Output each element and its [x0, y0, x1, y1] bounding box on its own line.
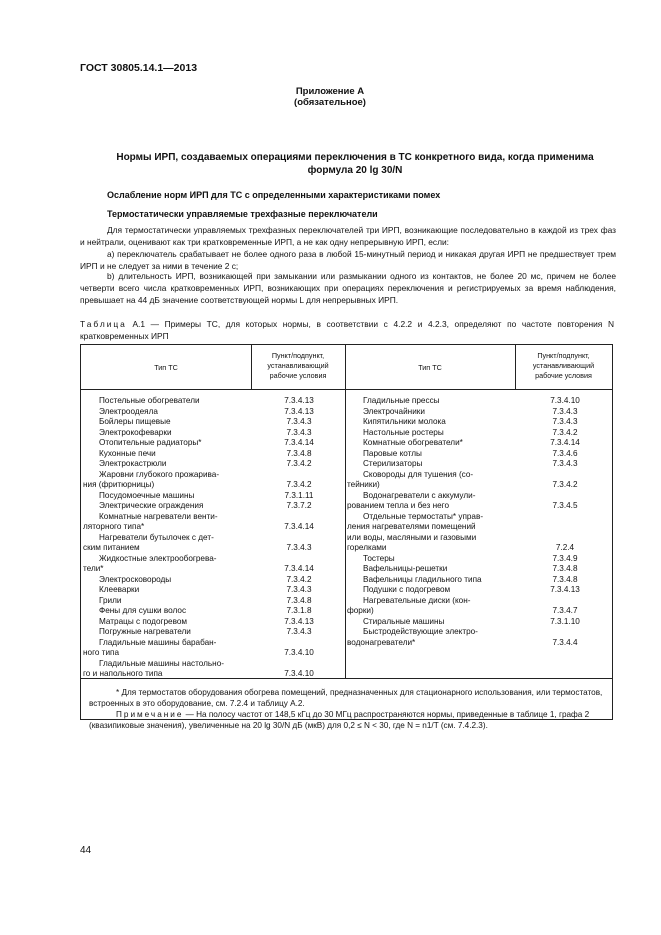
device-type: или воды, масляными и газовыми	[347, 532, 477, 542]
header-clause-left: Пункт/подпункт, устанавливающий рабочие условия	[267, 351, 329, 380]
device-type: Быстродействующие электро-	[363, 627, 478, 636]
table-row	[347, 522, 612, 533]
clause-reference: 7.3.4.2	[286, 480, 312, 489]
device-type: Настольные ростеры	[363, 427, 444, 437]
table-row	[83, 606, 345, 617]
device-type: ления нагревателями помещений	[347, 522, 476, 531]
table-row	[83, 627, 345, 638]
clause-reference: 7.3.4.14	[284, 522, 314, 531]
main-title-line-1: Нормы ИРП, создаваемых операциями переключения в ТС конкретного вида, когда применима	[116, 152, 594, 163]
device-type: Тостеры	[363, 553, 395, 563]
clause-reference: 7.3.4.3	[286, 543, 312, 552]
table-row	[83, 396, 345, 407]
clause-reference: 7.3.4.13	[284, 616, 314, 626]
device-type: Электрические ограждения	[99, 501, 204, 510]
paragraph-a: а) переключатель срабатывает не более одного раза в любой 15-минутный период и никакая другая ИРП не предшествует трем ИРП и не следует за ними в течение 2 с;	[80, 249, 616, 272]
clause-reference: 7.3.4.2	[552, 427, 578, 437]
table-row	[83, 491, 345, 502]
table-row	[347, 480, 612, 491]
device-type: Комнатные нагреватели венти-	[99, 511, 218, 521]
header-type-left: Тип ТС	[154, 363, 178, 372]
clause-reference: 7.3.4.6	[552, 448, 578, 458]
clause-reference: 7.3.4.8	[286, 448, 312, 458]
clause-reference: 7.3.4.7	[552, 606, 578, 615]
table-row	[83, 417, 345, 428]
table-row	[347, 533, 612, 544]
clause-reference: 7.3.4.2	[286, 574, 312, 584]
main-title	[75, 151, 635, 177]
table-row	[347, 428, 612, 439]
header-clause-right: Пункт/подпункт, устанавливающий рабочие условия	[532, 351, 595, 380]
table-row	[83, 543, 345, 554]
clause-reference: 7.3.4.3	[286, 627, 312, 636]
table-row	[83, 659, 345, 670]
section-heading-2: Термостатически управляемые трехфазные переключатели	[107, 209, 378, 219]
table-row	[347, 585, 612, 596]
table-row	[83, 638, 345, 649]
device-type: Сковороды для тушения (со-	[363, 469, 474, 479]
device-type: Электрокастрюли	[99, 459, 167, 468]
device-type: Вафельницы-решетки	[363, 564, 448, 573]
device-type: Нагревательные диски (кон-	[363, 595, 471, 605]
device-type: тейники)	[347, 480, 380, 489]
table-row	[83, 459, 345, 470]
device-type: го и напольного типа	[83, 669, 163, 678]
device-type: Фены для сушки волос	[99, 606, 187, 615]
table-row	[347, 459, 612, 470]
device-type: Постельные обогреватели	[99, 396, 200, 405]
document-code: ГОСТ 30805.14.1—2013	[80, 62, 198, 74]
clause-reference: 7.3.4.3	[286, 585, 312, 594]
table-note: Примечание — На полосу частот от 148,5 кГц до 30 МГц распространяются нормы, приведенные в таблице 1, графа 2 (квазипиковые значения), увеличенные на 20 lg 30/N дБ (мкВ) для 0,2 ≤ N < 30, где N = n1/T (см. 7.4.2.3).	[89, 710, 590, 730]
clause-reference: 7.3.1.10	[550, 616, 580, 626]
device-type: Подушки с подогревом	[363, 585, 451, 594]
device-type: ляторного типа*	[83, 522, 145, 531]
device-type: Электрочайники	[363, 406, 425, 416]
device-type: Паровые котлы	[363, 448, 422, 458]
device-type: Погружные нагреватели	[99, 627, 191, 636]
device-type: Кипятильники молока	[363, 417, 446, 426]
table-caption: Таблица А.1 — Примеры ТС, для которых нормы, в соответствии с 4.2.2 и 4.2.3, определяют по частоте повторения N кратковременных ИРП	[80, 319, 614, 342]
table-row	[347, 564, 612, 575]
device-type: Жаровни глубокого прожарива-	[99, 469, 220, 479]
clause-reference: 7.3.4.5	[552, 501, 578, 510]
table-row	[347, 627, 612, 638]
device-type: форки)	[347, 606, 374, 615]
table-row	[347, 491, 612, 502]
device-type: Нагреватели бутылочек с дет-	[99, 532, 214, 542]
table-row	[83, 449, 345, 460]
clause-reference: 7.3.4.3	[286, 427, 312, 437]
paragraph-b: b) длительность ИРП, возникающей при замыкании или размыкании одного из контактов, не более 20 мс, причем не более четверти всего числа кратковременных ИРП, возникающих при операциях переключения и регистрируемых за время наблюдения, превышает на 44 дБ значение соответствующей нормы L для непрерывных ИРП.	[80, 271, 616, 306]
table-row	[347, 575, 612, 586]
table-row	[83, 564, 345, 575]
clause-reference: 7.3.4.3	[552, 459, 578, 468]
table-row	[83, 438, 345, 449]
right-column	[347, 396, 612, 648]
clause-reference: 7.3.4.2	[552, 480, 578, 489]
page-number: 44	[80, 845, 92, 856]
table-row	[83, 522, 345, 533]
device-type: Кухонные печи	[99, 448, 156, 458]
device-type: рованием тепла и без него	[347, 501, 450, 510]
clause-reference: 7.3.4.10	[284, 669, 314, 678]
clause-reference: 7.3.4.9	[552, 553, 578, 563]
device-type: Грили	[99, 595, 122, 605]
device-type: ного типа	[83, 648, 120, 657]
table-row	[83, 585, 345, 596]
table-row	[83, 480, 345, 491]
table-row	[83, 596, 345, 607]
clause-reference: 7.3.4.8	[286, 595, 312, 605]
section-heading-1: Ослабление норм ИРП для ТС с определенными характеристиками помех	[107, 190, 441, 200]
device-type: Посудомоечные машины	[99, 490, 195, 500]
table-row	[347, 606, 612, 617]
table-row	[347, 543, 612, 554]
device-type: водонагреватели*	[347, 637, 416, 647]
clause-reference: 7.3.4.10	[284, 648, 314, 657]
device-type: Жидкостные электрообогрева-	[99, 553, 217, 563]
clause-reference: 7.3.1.11	[284, 490, 314, 500]
left-column	[83, 396, 345, 680]
table-row	[347, 596, 612, 607]
table-row	[347, 449, 612, 460]
device-type: Гладильные машины барабан-	[99, 637, 217, 647]
device-type: Гладильные прессы	[363, 396, 440, 405]
clause-reference: 7.3.4.13	[284, 396, 314, 405]
device-type: тели*	[83, 564, 104, 573]
device-type: Стерилизаторы	[363, 459, 423, 468]
table-row	[83, 669, 345, 680]
device-type: Отдельные термостаты* управ-	[363, 511, 484, 521]
device-type: Электроодеяла	[99, 406, 158, 416]
table-row	[83, 470, 345, 481]
device-type: ния (фритюрницы)	[83, 480, 155, 489]
clause-reference: 7.3.4.8	[552, 574, 578, 584]
clause-reference: 7.3.4.14	[550, 438, 580, 447]
table-row	[347, 417, 612, 428]
table-row	[347, 554, 612, 565]
device-type: Стиральные машины	[363, 616, 445, 626]
table-row	[83, 407, 345, 418]
device-type: Водонагреватели с аккумули-	[363, 490, 476, 500]
device-type: Комнатные обогреватели*	[363, 438, 463, 447]
device-type: горелками	[347, 543, 387, 552]
device-type: Отопительные радиаторы*	[99, 438, 202, 447]
device-type: ским питанием	[83, 543, 140, 552]
clause-reference: 7.3.4.14	[284, 438, 314, 447]
clause-reference: 7.3.4.3	[286, 417, 312, 426]
table-row	[83, 512, 345, 523]
table-row	[83, 533, 345, 544]
table-row	[347, 617, 612, 628]
clause-reference: 7.3.4.13	[284, 406, 314, 416]
annex-title: Приложение А	[295, 86, 365, 97]
device-type: Вафельницы гладильного типа	[363, 574, 482, 584]
paragraph-intro: Для термостатически управляемых трехфазных переключателей три ИРП, возникающие последовательно в каждой из трех фаз и нейтрали, оценивают как три кратковременные ИРП, а не как одну непрерывную ИРП, если:	[80, 225, 616, 248]
clause-reference: 7.3.4.14	[284, 564, 314, 573]
table-row	[347, 638, 612, 649]
table-row	[83, 501, 345, 512]
table-row	[83, 428, 345, 439]
table-row	[347, 470, 612, 481]
table-row	[347, 396, 612, 407]
device-type: Гладильные машины настольно-	[99, 658, 224, 668]
clause-reference: 7.3.4.13	[550, 585, 580, 594]
table-row	[347, 512, 612, 523]
table-row	[83, 554, 345, 565]
table-footnote: * Для термостатов оборудования обогрева помещений, предназначенных для стационарного использования, или термостатов, встроенных в это оборудование, см. 7.2.4 и таблицу А.2.	[89, 688, 603, 708]
device-type: Электросковороды	[99, 574, 172, 584]
table-row	[83, 648, 345, 659]
table-row	[83, 617, 345, 628]
clause-reference: 7.3.1.8	[286, 606, 312, 615]
clause-reference: 7.3.4.3	[552, 417, 578, 426]
examples-table	[80, 344, 613, 730]
clause-reference: 7.3.7.2	[286, 501, 312, 510]
main-title-line-2: формула 20 lg 30/N	[307, 165, 403, 176]
device-type: Электрокофеварки	[99, 427, 172, 437]
table-row	[347, 501, 612, 512]
header-type-right: Тип ТС	[418, 363, 442, 372]
device-type: Бойлеры пищевые	[99, 417, 171, 426]
clause-reference: 7.3.4.2	[286, 459, 312, 468]
clause-reference: 7.2.4	[555, 543, 575, 552]
annex-status: (обязательное)	[294, 97, 366, 108]
clause-reference: 7.3.4.4	[552, 637, 578, 647]
clause-reference: 7.3.4.8	[552, 564, 578, 573]
device-type: Клееварки	[99, 585, 140, 594]
table-row	[83, 575, 345, 586]
clause-reference: 7.3.4.3	[552, 406, 578, 416]
clause-reference: 7.3.4.10	[550, 396, 580, 405]
table-row	[347, 407, 612, 418]
table-row	[347, 438, 612, 449]
device-type: Матрацы с подогревом	[99, 616, 188, 626]
